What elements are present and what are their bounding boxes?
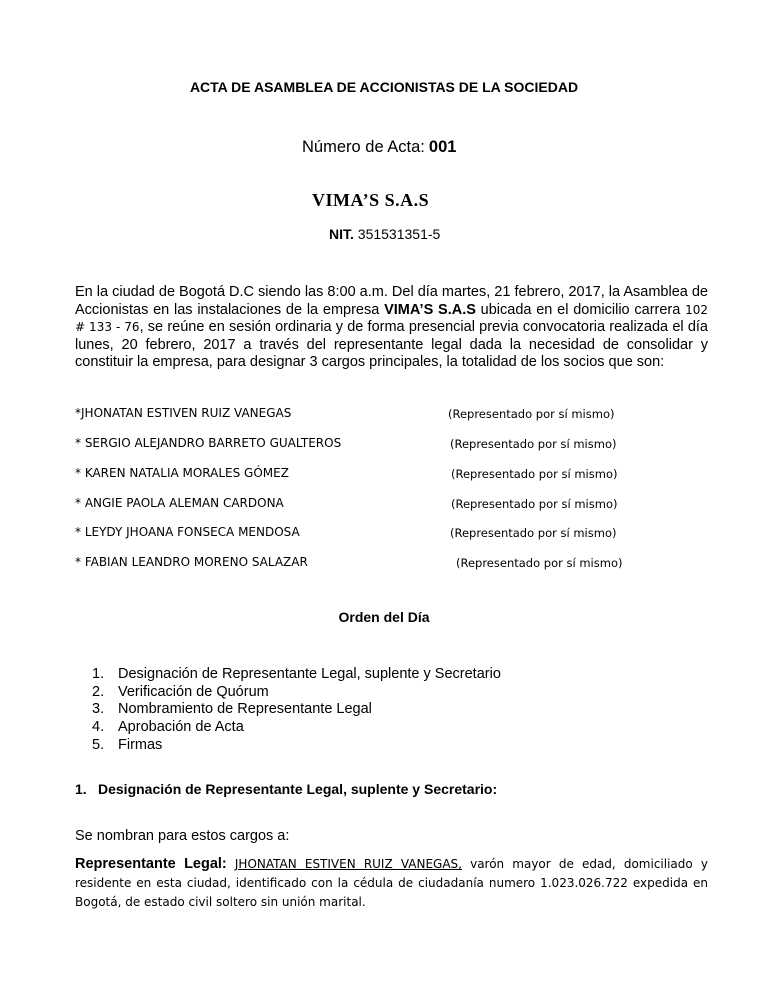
socio-representation: (Representado por sí mismo) xyxy=(450,526,617,540)
list-item-number: 4. xyxy=(92,719,105,736)
acta-number-value: 001 xyxy=(428,138,457,156)
section-1-title: Designación de Representante Legal, suplente y Secretario: xyxy=(98,781,498,797)
socio-name: * LEYDY JHOANA FONSECA MENDOSA xyxy=(75,525,300,539)
socio-name: * SERGIO ALEJANDRO BARRETO GUALTEROS xyxy=(75,436,342,450)
legal-representative-details: varón mayor de edad, domiciliado y residente en esta ciudad, identificado con la cédula de ciudadanía numero 1.023.026.722 expedida en Bogotá, de estado civil soltero sin unión marital. xyxy=(75,857,708,909)
list-item-text: Firmas xyxy=(118,736,163,753)
acta-number-line xyxy=(302,138,456,157)
intro-text-1: En la ciudad de Bogotá D.C siendo las 8:00 a.m. Del día martes, 21 febrero, 2017, la Asamblea de Accionistas en las instalaciones de la empresa xyxy=(75,284,708,318)
intro-address: 102 # 133 - 76 xyxy=(75,302,708,335)
company-name: VIMA’S S.A.S xyxy=(312,190,430,210)
socio-representation: (Representado por sí mismo) xyxy=(450,437,617,451)
socio-name: * FABIAN LEANDRO MORENO SALAZAR xyxy=(75,555,308,569)
nit-label: NIT. xyxy=(329,226,354,242)
list-item-text: Designación de Representante Legal, suplente y Secretario xyxy=(118,666,501,682)
agenda-heading: Orden del Día xyxy=(338,609,430,625)
document-title: ACTA DE ASAMBLEA DE ACCIONISTAS DE LA SOCIEDAD xyxy=(189,79,579,95)
socio-representation: (Representado por sí mismo) xyxy=(448,407,615,421)
socio-name: * KAREN NATALIA MORALES GÓMEZ xyxy=(75,466,289,480)
socio-representation: (Representado por sí mismo) xyxy=(451,467,618,481)
section-1-number: 1. xyxy=(75,781,87,797)
intro-text-3: , se reúne en sesión ordinaria y de forma presencial previa convocatoria realizada el día lunes, 20 febrero, 2017 a través del representante legal dada la necesidad de consolidar y constituir la empresa, para designar 3 cargos principales, la totalidad de los socios que son: xyxy=(75,319,708,371)
intro-company: VIMA’S S.A.S xyxy=(384,301,476,318)
socio-name: *JHONATAN ESTIVEN RUIZ VANEGAS xyxy=(75,406,292,420)
acta-number-label: Número de Acta: xyxy=(302,138,425,156)
list-item xyxy=(92,719,501,737)
list-item-text: Verificación de Quórum xyxy=(118,683,269,700)
section-1-heading xyxy=(75,781,497,797)
list-item xyxy=(92,684,501,702)
legal-representative-label: Representante Legal: xyxy=(75,856,227,872)
intro-paragraph xyxy=(75,284,708,372)
list-item-number: 2. xyxy=(92,683,105,700)
legal-representative-paragraph xyxy=(75,855,708,912)
agenda-list xyxy=(92,666,501,755)
list-item xyxy=(92,701,501,719)
appointments-intro: Se nombran para estos cargos a: xyxy=(75,828,290,844)
list-item-number: 1. xyxy=(92,666,105,682)
nit-line xyxy=(329,226,440,242)
socio-representation: (Representado por sí mismo) xyxy=(451,497,618,511)
list-item xyxy=(92,666,501,684)
legal-representative-name: JHONATAN ESTIVEN RUIZ VANEGAS, xyxy=(234,857,462,871)
list-item-text: Nombramiento de Representante Legal xyxy=(118,701,372,718)
list-item-text: Aprobación de Acta xyxy=(118,719,244,736)
socio-name: * ANGIE PAOLA ALEMAN CARDONA xyxy=(75,496,284,510)
list-item-number: 3. xyxy=(92,701,105,718)
list-item-number: 5. xyxy=(92,736,105,753)
socio-representation: (Representado por sí mismo) xyxy=(456,556,623,570)
nit-value: 351531351-5 xyxy=(357,226,441,242)
intro-text-2: ubicada en el domicilio carrera xyxy=(475,301,686,318)
list-item xyxy=(92,737,501,755)
